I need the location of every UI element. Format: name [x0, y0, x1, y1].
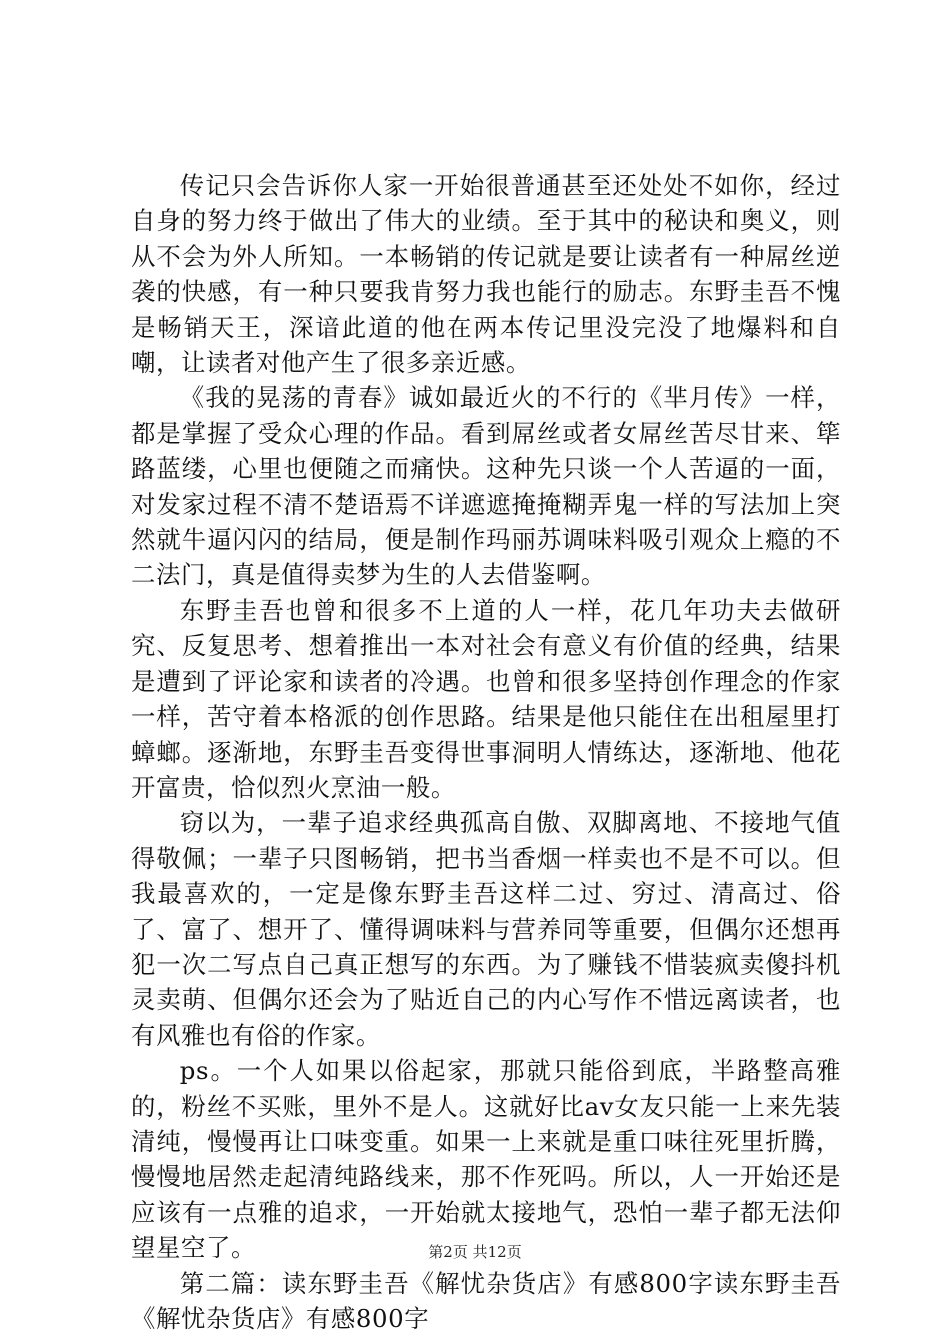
paragraph-4: 窃以为，一辈子追求经典孤高自傲、双脚离地、不接地气值得敬佩；一辈子只图畅销，把书当香烟一样卖也不是不可以。但我最喜欢的，一定是像东野圭吾这样二过、穷过、清高过、俗了、富了、想开了、懂得调味料与营养同等重要，但偶尔还想再犯一次二写点自己真正想写的东西。为了赚钱不惜装疯卖傻抖机灵卖萌、但偶尔还会为了贴近自己的内心写作不惜远离读者，也有风雅也有俗的作家。: [131, 808, 841, 1050]
paragraph-3: 东野圭吾也曾和很多不上道的人一样，花几年功夫去做研究、反复思考、想着推出一本对社会有意义有价值的经典，结果是遭到了评论家和读者的冷遇。也曾和很多坚持创作理念的作家一样，苦守着本格派的创作思路。结果是他只能住在出租屋里打蟑螂。逐渐地，东野圭吾变得世事洞明人情练达，逐渐地、他花开富贵，恰似烈火烹油一般。: [131, 595, 841, 802]
paragraph-2: 《我的晃荡的青春》诚如最近火的不行的《芈月传》一样，都是掌握了受众心理的作品。看到屌丝或者女屌丝苦尽甘来、筚路蓝缕，心里也便随之而痛快。这种先只谈一个人苦逼的一面，对发家过程不清不楚语焉不详遮遮掩掩糊弄鬼一样的写法加上突然就牛逼闪闪的结局，便是制作玛丽苏调味料吸引观众上瘾的不二法门，真是值得卖梦为生的人去借鉴啊。: [131, 383, 841, 590]
paragraph-5: ps。一个人如果以俗起家，那就只能俗到底，半路整高雅的，粉丝不买账，里外不是人。这就好比av女友只能一上来先装清纯，慢慢再让口味变重。如果一上来就是重口味往死里折腾，慢慢地居然走起清纯路线来，那不作死吗。所以，人一开始还是应该有一点雅的追求，一开始就太接地气，恐怕一辈子都无法仰望星空了。: [131, 1056, 841, 1263]
page-number: 第2页 共12页: [428, 1243, 522, 1261]
section-heading-paragraph: 第二篇：读东野圭吾《解忧杂货店》有感800字读东野圭吾《解忧杂货店》有感800字: [131, 1268, 841, 1333]
document-body: [131, 168, 841, 1336]
paragraph-1: 传记只会告诉你人家一开始很普通甚至还处处不如你，经过自身的努力终于做出了伟大的业绩。至于其中的秘诀和奥义，则从不会为外人所知。一本畅销的传记就是要让读者有一种屌丝逆袭的快感，有一种只要我肯努力我也能行的励志。东野圭吾不愧是畅销天王，深谙此道的他在两本传记里没完没了地爆料和自嘲，让读者对他产生了很多亲近感。: [131, 171, 841, 378]
page-footer: [0, 1243, 950, 1261]
